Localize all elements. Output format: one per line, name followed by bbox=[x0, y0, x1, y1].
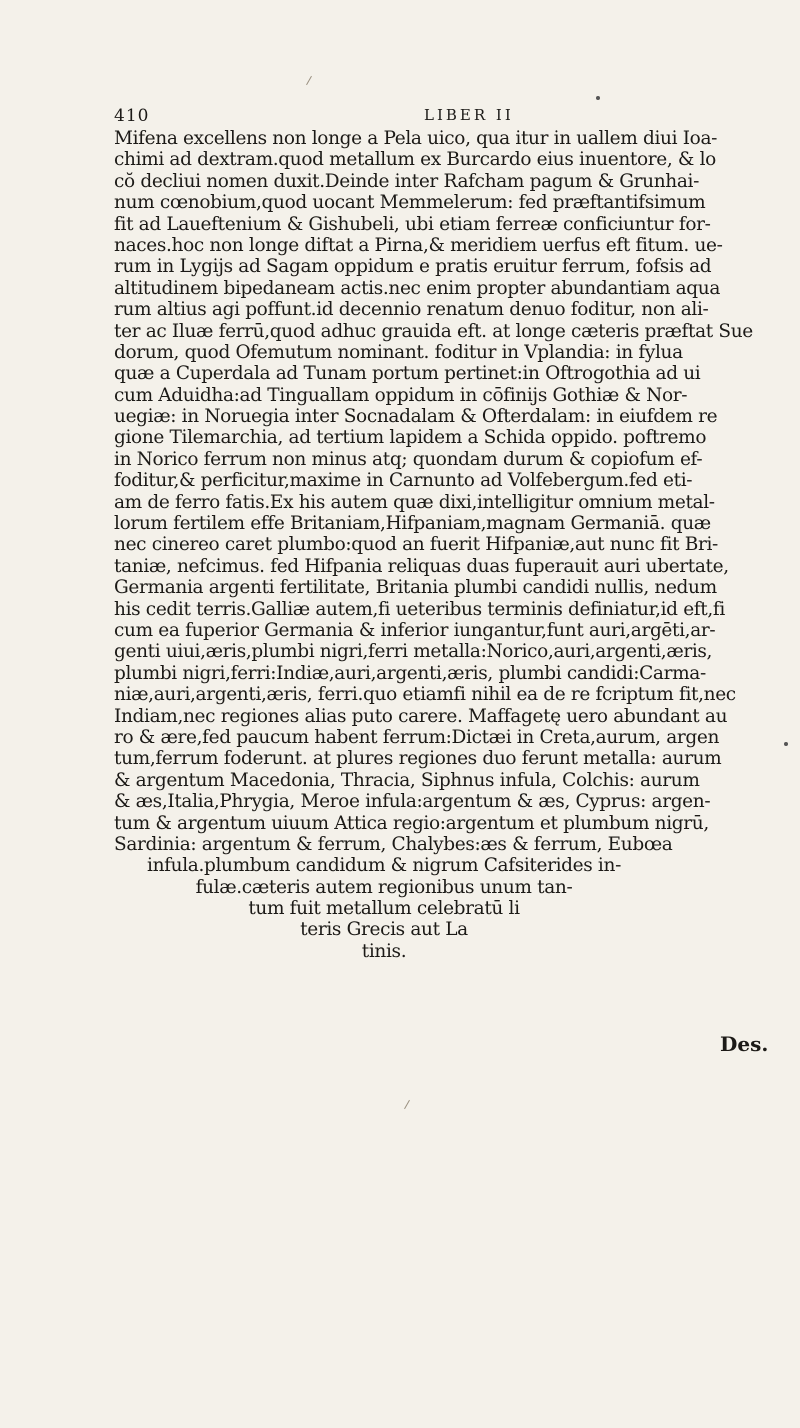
text-line: rum in Lygijs ad Sagam oppidum e pratis eruitur ferrum, fofsis ad bbox=[114, 256, 712, 278]
text-line: cŏ decliui nomen duxit.Deinde inter Rafcham pagum & Grunhai- bbox=[114, 170, 699, 192]
pencil-mark bbox=[404, 1100, 410, 1109]
text-line: niæ,auri,argenti,æris, ferri.quo etiamfi nihil ea de re fcriptum fit,nec bbox=[114, 684, 736, 706]
text-line: am de ferro fatis.Ex his autem quæ dixi,intelligitur omnium metal- bbox=[114, 491, 715, 513]
text-line: ro & ære,fed paucum habent ferrum:Dictæi in Creta,aurum, argen bbox=[114, 726, 720, 748]
text-line: naces.hoc non longe diftat a Pirna,& meridiem uerfus eft fitum. ue- bbox=[114, 234, 723, 256]
text-line: & argentum Macedonia, Thracia, Siphnus infula, Colchis: aurum bbox=[114, 769, 700, 791]
text-line: infula.plumbum candidum & nigrum Cafsiterides in- bbox=[147, 855, 621, 877]
text-line: num cœnobium,quod uocant Memmelerum: fed præftantifsimum bbox=[114, 192, 706, 214]
text-line: his cedit terris.Galliæ autem,fi ueteribus terminis definiatur,id eft,fi bbox=[114, 598, 725, 620]
body-text bbox=[114, 128, 759, 962]
ink-speck bbox=[596, 96, 600, 100]
page-number: 410 bbox=[114, 106, 150, 126]
text-line: tum,ferrum foderunt. at plures regiones duo ferunt metalla: aurum bbox=[114, 748, 722, 770]
text-line: fulæ.cæteris autem regionibus unum tan- bbox=[195, 876, 573, 898]
text-line: quæ a Cuperdala ad Tunam portum pertinet:in Oftrogothia ad ui bbox=[114, 363, 701, 385]
text-line: in Norico ferrum non minus atq; quondam durum & copiofum ef- bbox=[114, 448, 703, 470]
text-line: tum & argentum uiuum Attica regio:argentum et plumbum nigrū, bbox=[114, 812, 709, 834]
catchword: Des. bbox=[720, 1032, 769, 1056]
text-line: gione Tilemarchia, ad tertium lapidem a Schida oppido. poftremo bbox=[114, 427, 707, 449]
text-line: plumbi nigri,ferri:Indiæ,auri,argenti,æris, plumbi candidi:Carma- bbox=[114, 662, 706, 684]
text-line: teris Grecis aut La bbox=[300, 919, 468, 941]
text-line: Germania argenti fertilitate, Britania plumbi candidi nullis, nedum bbox=[114, 577, 717, 599]
text-line: fit ad Laueftenium & Gishubeli, ubi etiam ferreæ conficiuntur for- bbox=[114, 213, 711, 235]
pencil-mark bbox=[306, 76, 312, 85]
text-line: cum Aduidha:ad Tinguallam oppidum in cōfinijs Gothiæ & Nor- bbox=[114, 384, 688, 406]
text-line: & æs,Italia,Phrygia, Meroe infula:argentum & æs, Cyprus: argen- bbox=[114, 791, 711, 813]
text-line: Sardinia: argentum & ferrum, Chalybes:æs & ferrum, Eubœa bbox=[114, 833, 673, 855]
text-line: altitudinem bipedaneam actis.nec enim propter abundantiam aqua bbox=[114, 277, 721, 299]
text-line: Mifena excellens non longe a Pela uico, qua itur in uallem diui Ioa- bbox=[114, 128, 718, 149]
text-line: foditur,& perficitur,maxime in Carnunto ad Volfebergum.fed eti- bbox=[114, 470, 693, 492]
text-line: nec cinereo caret plumbo:quod an fuerit Hifpaniæ,aut nunc fit Bri- bbox=[114, 534, 718, 556]
text-line: Indiam,nec regiones alias puto carere. Maffagetę uero abundant au bbox=[114, 705, 728, 727]
text-line: tum fuit metallum celebratū li bbox=[248, 898, 520, 920]
text-line: lorum fertilem effe Britaniam,Hifpaniam,magnam Germaniā. quæ bbox=[114, 513, 711, 535]
text-line: dorum, quod Ofemutum nominant. foditur in Vplandia: in fylua bbox=[114, 341, 683, 363]
ink-speck bbox=[784, 742, 788, 746]
text-line: uegiæ: in Noruegia inter Socnadalam & Ofterdalam: in eiufdem re bbox=[114, 406, 718, 428]
text-line: taniæ, nefcimus. fed Hifpania reliquas duas fuperauit auri ubertate, bbox=[114, 555, 729, 577]
text-line: chimi ad dextram.quod metallum ex Burcardo eius inuentore, & lo bbox=[114, 149, 716, 171]
text-line: rum altius agi poffunt.id decennio renatum denuo foditur, non ali- bbox=[114, 299, 709, 321]
text-line: cum ea fuperior Germania & inferior iungantur,funt auri,argēti,ar- bbox=[114, 619, 716, 641]
text-line: genti uiui,æris,plumbi nigri,ferri metalla:Norico,auri,argenti,æris, bbox=[114, 641, 713, 663]
text-line: tinis. bbox=[361, 940, 407, 962]
running-head: LIBER II bbox=[424, 106, 514, 124]
text-line: ter ac Iluæ ferrū,quod adhuc grauida eft. at longe cæteris præftat Sue bbox=[114, 320, 753, 342]
